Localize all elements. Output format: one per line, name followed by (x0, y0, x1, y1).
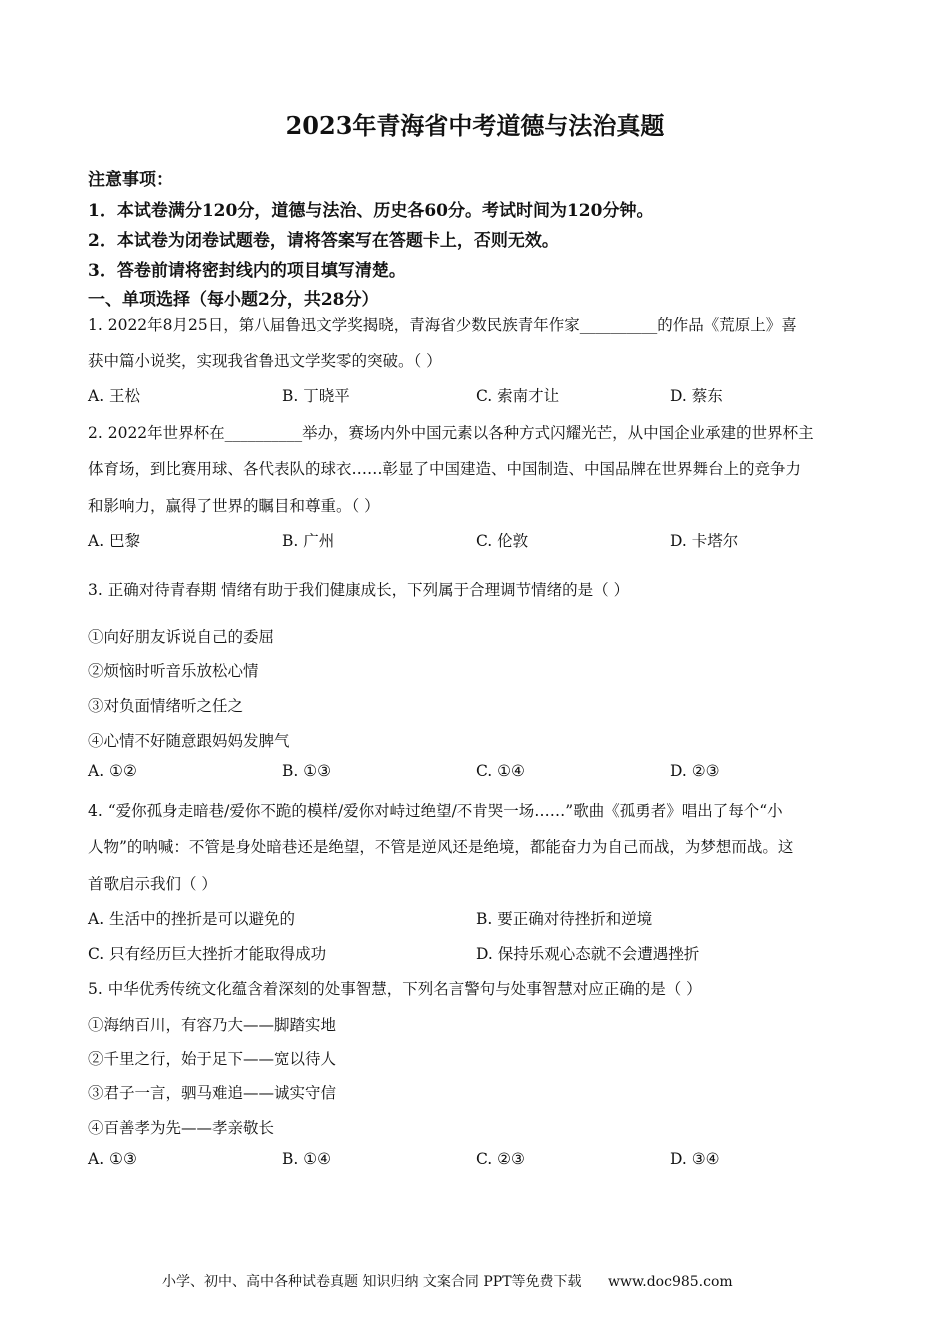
option-a: A. ①③ (88, 1150, 137, 1168)
question-text: 4. “爱你孤身走暗巷/爱你不跪的模样/爱你对峙过绝望/不肯哭一场……”歌曲《孤勇者》唱出了每个“小 (88, 802, 783, 820)
statement-item: ④心情不好随意跟妈妈发脾气 (88, 732, 290, 750)
option-a: A. 王松 (88, 387, 141, 405)
question-text: 首歌启示我们（ ） (88, 875, 217, 893)
notice-item: 3．答卷前请将密封线内的项目填写清楚。 (88, 261, 406, 281)
notice-item: 1．本试卷满分120分，道德与法治、历史各60分。考试时间为120分钟。 (88, 201, 654, 221)
option-d: D. 蔡东 (670, 387, 723, 405)
option-a: A. 生活中的挫折是可以避免的 (88, 910, 296, 928)
statement-item: ②烦恼时听音乐放松心情 (88, 662, 259, 680)
statement-item: ②千里之行，始于足下——宽以待人 (88, 1050, 337, 1068)
option-b: B. 要正确对待挫折和逆境 (476, 910, 653, 928)
option-b: B. 丁晓平 (282, 387, 350, 405)
page-title: 2023年青海省中考道德与法治真题 (285, 111, 665, 140)
statement-item: ③对负面情绪听之任之 (88, 697, 244, 715)
option-a: A. 巴黎 (88, 532, 141, 550)
question-text: 体育场，到比赛用球、各代表队的球衣……彰显了中国建造、中国制造、中国品牌在世界舞台上的竞争力 (88, 460, 802, 478)
statement-item: ①海纳百川，有容乃大——脚踏实地 (88, 1016, 337, 1034)
footer-url[interactable]: www.doc985.com (607, 1274, 733, 1290)
option-d: D. 保持乐观心态就不会遭遇挫折 (476, 945, 700, 963)
option-c: C. 索南才让 (476, 387, 560, 405)
statement-item: ③君子一言，驷马难追——诚实守信 (88, 1084, 337, 1102)
option-b: B. ①④ (282, 1150, 332, 1168)
footer-text: 小学、初中、高中各种试卷真题 知识归纳 文案合同 PPT等免费下载 (162, 1274, 582, 1290)
statement-item: ④百善孝为先——孝亲敬长 (88, 1119, 275, 1137)
notice-heading: 注意事项： (88, 170, 173, 190)
option-d: D. ②③ (670, 762, 720, 780)
question-text: 和影响力，赢得了世界的瞩目和尊重。（ ） (88, 497, 380, 515)
option-c: C. ②③ (476, 1150, 525, 1168)
question-text: 5. 中华优秀传统文化蕴含着深刻的处事智慧，下列名言警句与处事智慧对应正确的是（ ） (88, 980, 702, 998)
page-footer (162, 1271, 733, 1291)
option-c: C. 伦敦 (476, 532, 529, 550)
question-text: 1. 2022年8月25日，第八届鲁迅文学奖揭晓，青海省少数民族青年作家__________的作品《荒原上》喜 (88, 316, 797, 334)
option-d: D. 卡塔尔 (670, 532, 739, 550)
section-heading: 一、单项选择（每小题2分，共28分） (88, 290, 379, 310)
option-a: A. ①② (88, 762, 137, 780)
question-text: 获中篇小说奖，实现我省鲁迅文学奖零的突破。（ ） (88, 352, 442, 370)
question-text: 3. 正确对待青春期 情绪有助于我们健康成长，下列属于合理调节情绪的是（ ） (88, 581, 630, 599)
statement-item: ①向好朋友诉说自己的委屈 (88, 628, 275, 646)
option-c: C. 只有经历巨大挫折才能取得成功 (88, 945, 327, 963)
question-text: 人物”的呐喊：不管是身处暗巷还是绝望，不管是逆风还是绝境，都能奋力为自己而战，为梦想而战。这 (88, 838, 794, 856)
option-d: D. ③④ (670, 1150, 720, 1168)
option-b: B. 广州 (282, 532, 335, 550)
notice-item: 2．本试卷为闭卷试题卷，请将答案写在答题卡上，否则无效。 (88, 231, 559, 251)
question-text: 2. 2022年世界杯在__________举办，赛场内外中国元素以各种方式闪耀光芒，从中国企业承建的世界杯主 (88, 424, 814, 442)
option-b: B. ①③ (282, 762, 332, 780)
option-c: C. ①④ (476, 762, 525, 780)
